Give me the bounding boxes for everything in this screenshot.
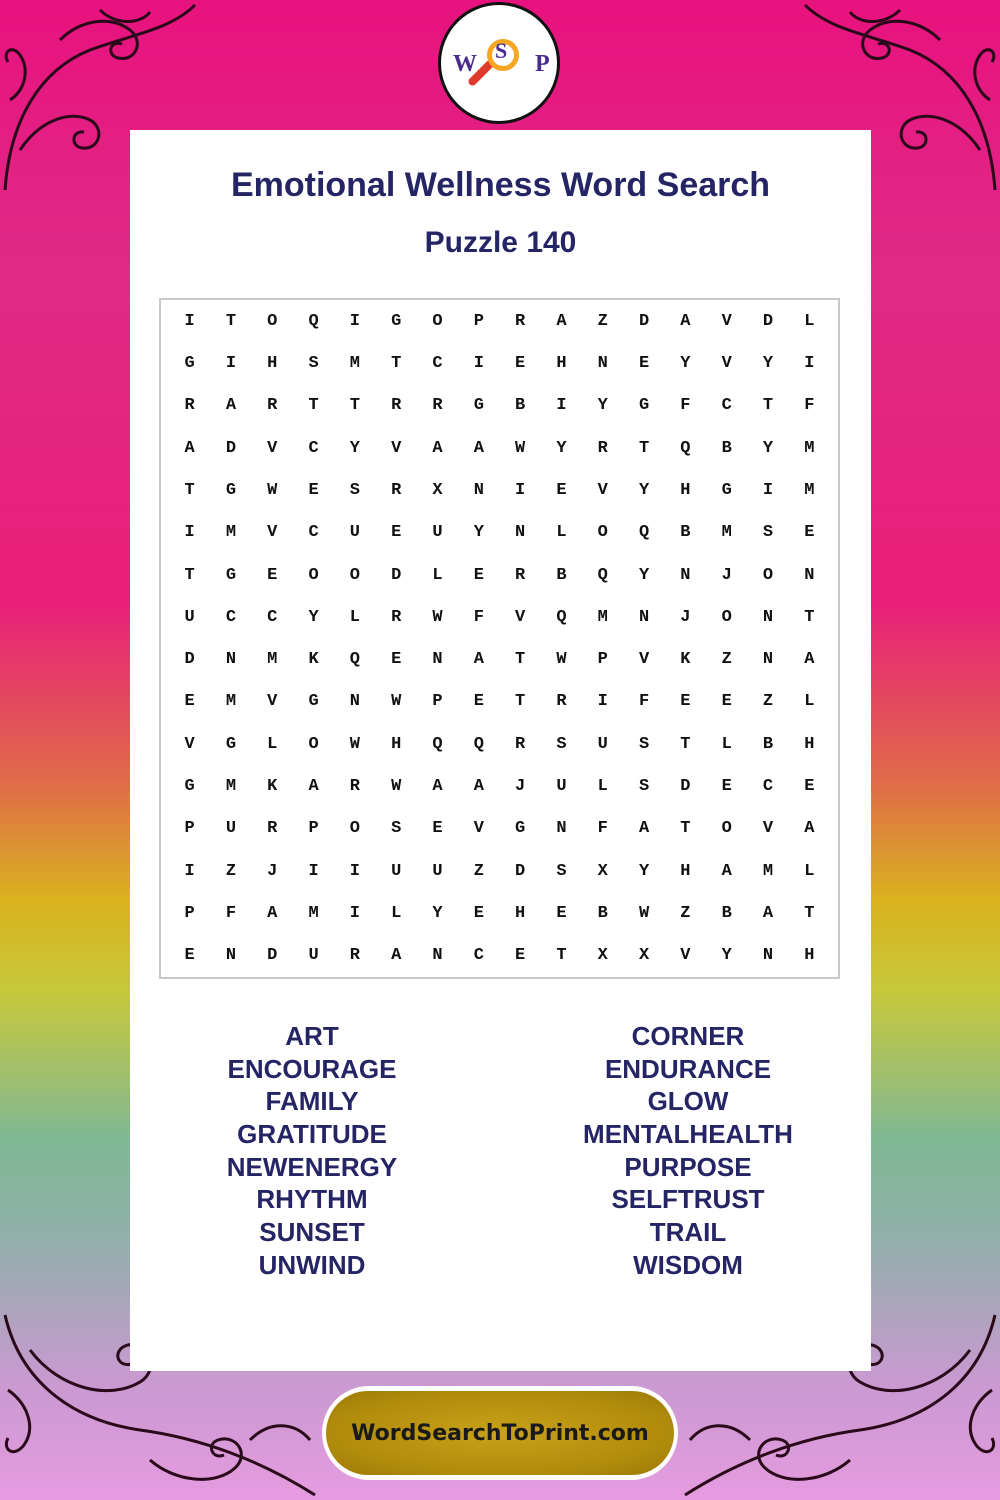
- grid-cell[interactable]: Y: [308, 607, 319, 627]
- grid-cell[interactable]: B: [597, 904, 608, 924]
- grid-cell[interactable]: E: [556, 480, 567, 500]
- wsp-logo: [438, 2, 560, 124]
- grid-cell[interactable]: N: [225, 650, 237, 670]
- word-list-item: ENDURANCE: [604, 1053, 772, 1084]
- grid-cell[interactable]: I: [515, 480, 526, 500]
- grid-cell[interactable]: Z: [680, 904, 691, 924]
- grid-cell[interactable]: T: [804, 607, 815, 627]
- grid-cell[interactable]: Y: [432, 904, 443, 924]
- word-list-item: RHYTHM: [256, 1184, 368, 1215]
- grid-cell[interactable]: V: [391, 438, 402, 458]
- grid-cell[interactable]: V: [267, 523, 278, 543]
- grid-cell[interactable]: Z: [225, 861, 237, 881]
- grid-cell[interactable]: E: [267, 565, 278, 585]
- grid-cell[interactable]: W: [638, 904, 650, 924]
- grid-cell[interactable]: Q: [432, 734, 443, 754]
- grid-cell[interactable]: O: [308, 734, 319, 754]
- grid-cell[interactable]: E: [391, 523, 402, 543]
- grid-cell[interactable]: M: [225, 777, 237, 797]
- grid-cell[interactable]: E: [638, 353, 650, 373]
- grid-cell[interactable]: P: [473, 311, 484, 331]
- word-list-item: WISDOM: [633, 1249, 743, 1280]
- grid-cell[interactable]: E: [473, 565, 484, 585]
- grid-cell[interactable]: M: [349, 353, 360, 373]
- grid-cell[interactable]: R: [556, 692, 567, 712]
- grid-cell[interactable]: E: [804, 523, 815, 543]
- grid-cell[interactable]: A: [721, 861, 732, 881]
- grid-cell[interactable]: Q: [680, 438, 691, 458]
- grid-cell[interactable]: Y: [762, 438, 774, 458]
- grid-cell[interactable]: D: [638, 311, 650, 331]
- grid-cell[interactable]: V: [267, 692, 278, 712]
- grid-cell[interactable]: R: [515, 311, 526, 331]
- grid-cell[interactable]: N: [597, 353, 608, 373]
- grid-cell[interactable]: R: [184, 396, 195, 416]
- grid-cell[interactable]: A: [184, 438, 195, 458]
- grid-cell[interactable]: W: [515, 438, 526, 458]
- grid-cell[interactable]: T: [308, 396, 319, 416]
- grid-cell[interactable]: M: [721, 523, 732, 543]
- grid-cell[interactable]: I: [473, 353, 484, 373]
- grid-cell[interactable]: O: [721, 607, 732, 627]
- grid-cell[interactable]: R: [432, 396, 443, 416]
- grid-cell[interactable]: L: [267, 734, 278, 754]
- grid-cell[interactable]: Y: [473, 523, 484, 543]
- grid-cell[interactable]: Q: [556, 607, 567, 627]
- grid-cell[interactable]: D: [515, 861, 526, 881]
- site-banner[interactable]: [322, 1386, 678, 1480]
- grid-cell[interactable]: N: [762, 607, 774, 627]
- grid-cell[interactable]: V: [184, 734, 195, 754]
- grid-cell[interactable]: U: [432, 523, 443, 543]
- grid-cell[interactable]: Z: [762, 692, 774, 712]
- grid-cell[interactable]: F: [473, 607, 484, 627]
- grid-cell[interactable]: G: [184, 353, 195, 373]
- grid-cell[interactable]: U: [432, 861, 443, 881]
- grid-cell[interactable]: R: [267, 819, 278, 839]
- grid-cell[interactable]: N: [762, 946, 774, 966]
- grid-cell[interactable]: N: [762, 650, 774, 670]
- grid-cell[interactable]: J: [267, 861, 278, 881]
- grid-cell[interactable]: E: [556, 904, 567, 924]
- grid-cell[interactable]: G: [184, 777, 195, 797]
- grid-cell[interactable]: N: [432, 650, 443, 670]
- grid-cell[interactable]: Y: [680, 353, 691, 373]
- grid-cell[interactable]: S: [391, 819, 402, 839]
- grid-cell[interactable]: F: [225, 904, 237, 924]
- grid-cell[interactable]: I: [597, 692, 608, 712]
- grid-cell[interactable]: G: [225, 565, 237, 585]
- site-banner-fill: [326, 1391, 674, 1475]
- grid-cell[interactable]: B: [721, 904, 732, 924]
- letter-grid: [159, 298, 840, 979]
- grid-cell[interactable]: N: [556, 819, 567, 839]
- grid-cell[interactable]: Z: [597, 311, 608, 331]
- grid-cell[interactable]: N: [680, 565, 691, 585]
- grid-cell[interactable]: G: [721, 480, 732, 500]
- grid-cell[interactable]: M: [804, 438, 815, 458]
- grid-cell[interactable]: F: [804, 396, 815, 416]
- grid-cell[interactable]: Y: [721, 946, 732, 966]
- grid-cell[interactable]: T: [515, 650, 526, 670]
- grid-cell[interactable]: U: [308, 946, 319, 966]
- word-list-item: NEWENERGY: [226, 1151, 398, 1182]
- page-title: Emotional Wellness Word Search: [230, 166, 771, 204]
- grid-cell[interactable]: I: [556, 396, 567, 416]
- grid-cell[interactable]: G: [225, 480, 237, 500]
- grid-cell[interactable]: R: [349, 777, 360, 797]
- grid-cell[interactable]: L: [721, 734, 732, 754]
- grid-cell[interactable]: U: [597, 734, 608, 754]
- grid-cell[interactable]: E: [184, 946, 195, 966]
- grid-cell[interactable]: I: [184, 861, 195, 881]
- grid-cell[interactable]: I: [184, 523, 195, 543]
- grid-cell[interactable]: K: [308, 650, 319, 670]
- grid-cell[interactable]: A: [267, 904, 278, 924]
- grid-cell[interactable]: T: [762, 396, 774, 416]
- grid-cell[interactable]: Q: [308, 311, 319, 331]
- grid-cell[interactable]: O: [308, 565, 319, 585]
- grid-cell[interactable]: P: [308, 819, 319, 839]
- grid-cell[interactable]: D: [391, 565, 402, 585]
- grid-cell[interactable]: I: [225, 353, 237, 373]
- grid-cell[interactable]: I: [308, 861, 319, 881]
- word-list-item: CORNER: [631, 1021, 745, 1051]
- word-list-item: ENCOURAGE: [227, 1053, 397, 1084]
- grid-cell[interactable]: N: [638, 607, 650, 627]
- grid-cell[interactable]: W: [556, 650, 567, 670]
- grid-cell[interactable]: F: [638, 692, 650, 712]
- grid-cell[interactable]: C: [267, 607, 278, 627]
- grid-cell[interactable]: U: [391, 861, 402, 881]
- word-list-item: GLOW: [647, 1086, 729, 1117]
- grid-cell[interactable]: U: [225, 819, 237, 839]
- grid-cell[interactable]: E: [308, 480, 319, 500]
- grid-cell[interactable]: E: [804, 777, 815, 797]
- grid-cell[interactable]: T: [225, 311, 237, 331]
- grid-cell[interactable]: T: [556, 946, 567, 966]
- grid-cell[interactable]: M: [225, 692, 237, 712]
- grid-cell[interactable]: C: [308, 523, 319, 543]
- grid-cell[interactable]: A: [473, 650, 484, 670]
- grid-cell[interactable]: E: [721, 777, 732, 797]
- grid-cell[interactable]: U: [556, 777, 567, 797]
- grid-cell[interactable]: O: [597, 523, 608, 543]
- puzzle-number: Puzzle 140: [424, 226, 577, 259]
- grid-cell[interactable]: G: [515, 819, 526, 839]
- grid-cell[interactable]: V: [680, 946, 691, 966]
- grid-cell[interactable]: T: [804, 904, 815, 924]
- grid-cell[interactable]: T: [515, 692, 526, 712]
- grid-cell[interactable]: S: [349, 480, 360, 500]
- grid-cell[interactable]: G: [638, 396, 650, 416]
- grid-cell[interactable]: B: [762, 734, 774, 754]
- grid-cell[interactable]: O: [721, 819, 732, 839]
- grid-cell[interactable]: C: [225, 607, 237, 627]
- grid-cell[interactable]: V: [515, 607, 526, 627]
- grid-cell[interactable]: B: [680, 523, 691, 543]
- grid-cell[interactable]: L: [804, 692, 815, 712]
- grid-cell[interactable]: P: [432, 692, 443, 712]
- grid-cell[interactable]: T: [680, 734, 691, 754]
- grid-cell[interactable]: C: [432, 353, 443, 373]
- grid-cell[interactable]: U: [349, 523, 360, 543]
- grid-cell[interactable]: W: [349, 734, 360, 754]
- grid-cell[interactable]: N: [473, 480, 484, 500]
- grid-cell[interactable]: R: [391, 607, 402, 627]
- grid-cell[interactable]: S: [762, 523, 774, 543]
- grid-cell[interactable]: A: [556, 311, 567, 331]
- grid-cell[interactable]: L: [556, 523, 567, 543]
- grid-cell[interactable]: A: [804, 819, 815, 839]
- grid-cell[interactable]: Y: [638, 861, 650, 881]
- grid-cell[interactable]: D: [680, 777, 691, 797]
- grid-cell[interactable]: B: [556, 565, 567, 585]
- grid-cell[interactable]: S: [638, 734, 650, 754]
- grid-cell[interactable]: E: [473, 692, 484, 712]
- grid-cell[interactable]: L: [391, 904, 402, 924]
- grid-cell[interactable]: M: [267, 650, 278, 670]
- grid-cell[interactable]: V: [597, 480, 608, 500]
- grid-cell[interactable]: A: [762, 904, 774, 924]
- grid-cell[interactable]: W: [267, 480, 278, 500]
- grid-cell[interactable]: C: [473, 946, 484, 966]
- grid-cell[interactable]: H: [804, 734, 815, 754]
- grid-cell[interactable]: X: [597, 946, 608, 966]
- word-list-item: MENTALHEALTH: [583, 1119, 793, 1150]
- grid-cell[interactable]: A: [225, 396, 237, 416]
- word-list-item: SUNSET: [259, 1217, 365, 1248]
- grid-cell[interactable]: V: [762, 819, 774, 839]
- grid-cell[interactable]: N: [432, 946, 443, 966]
- grid-cell[interactable]: R: [391, 396, 402, 416]
- grid-cell[interactable]: N: [515, 523, 526, 543]
- grid-cell[interactable]: G: [391, 311, 402, 331]
- grid-cell[interactable]: G: [473, 396, 484, 416]
- grid-cell[interactable]: C: [721, 396, 732, 416]
- grid-cell[interactable]: A: [432, 777, 443, 797]
- puzzle-card: [130, 130, 871, 1371]
- grid-cell[interactable]: W: [391, 777, 402, 797]
- grid-cell[interactable]: A: [391, 946, 402, 966]
- grid-cell[interactable]: X: [597, 861, 608, 881]
- grid-cell[interactable]: A: [473, 438, 484, 458]
- grid-cell[interactable]: T: [184, 480, 195, 500]
- grid-cell[interactable]: N: [349, 692, 360, 712]
- grid-cell[interactable]: K: [267, 777, 278, 797]
- word-list-left: [127, 1020, 497, 1282]
- grid-cell[interactable]: X: [638, 946, 650, 966]
- grid-cell[interactable]: T: [680, 819, 691, 839]
- grid-cell[interactable]: O: [432, 311, 443, 331]
- grid-cell[interactable]: E: [391, 650, 402, 670]
- grid-cell[interactable]: T: [184, 565, 195, 585]
- grid-cell[interactable]: Q: [597, 565, 608, 585]
- grid-cell[interactable]: E: [432, 819, 443, 839]
- grid-cell[interactable]: J: [721, 565, 732, 585]
- grid-cell[interactable]: F: [597, 819, 608, 839]
- grid-cell[interactable]: G: [308, 692, 319, 712]
- word-list-item: SELFTRUST: [611, 1184, 765, 1215]
- word-list-item: ART: [285, 1021, 339, 1051]
- grid-cell[interactable]: F: [680, 396, 691, 416]
- grid-cell[interactable]: P: [184, 819, 195, 839]
- grid-cell[interactable]: H: [804, 946, 815, 966]
- grid-cell[interactable]: Z: [721, 650, 732, 670]
- grid-cell[interactable]: R: [267, 396, 278, 416]
- grid-cell[interactable]: L: [804, 861, 815, 881]
- grid-cell[interactable]: O: [349, 819, 360, 839]
- grid-cell[interactable]: S: [556, 861, 567, 881]
- grid-cell[interactable]: E: [184, 692, 195, 712]
- grid-cell[interactable]: I: [804, 353, 815, 373]
- word-list-item: UNWIND: [258, 1249, 366, 1280]
- grid-cell[interactable]: E: [721, 692, 732, 712]
- grid-cell[interactable]: D: [225, 438, 237, 458]
- grid-cell[interactable]: A: [680, 311, 691, 331]
- grid-cell[interactable]: O: [267, 311, 278, 331]
- grid-cell[interactable]: H: [556, 353, 567, 373]
- logo-letter-s: S: [495, 38, 508, 63]
- grid-cell[interactable]: V: [721, 353, 732, 373]
- grid-cell[interactable]: N: [804, 565, 815, 585]
- grid-cell[interactable]: Q: [638, 523, 650, 543]
- word-list-item: GRATITUDE: [237, 1119, 387, 1150]
- grid-cell[interactable]: V: [721, 311, 732, 331]
- grid-cell[interactable]: R: [515, 734, 526, 754]
- word-list-item: FAMILY: [265, 1086, 359, 1117]
- grid-cell[interactable]: E: [515, 353, 526, 373]
- grid-cell[interactable]: R: [391, 480, 402, 500]
- grid-cell[interactable]: V: [473, 819, 484, 839]
- grid-cell[interactable]: Y: [556, 438, 567, 458]
- grid-cell[interactable]: H: [680, 861, 691, 881]
- grid-cell[interactable]: K: [680, 650, 691, 670]
- grid-cell[interactable]: M: [762, 861, 774, 881]
- grid-cell[interactable]: I: [184, 311, 195, 331]
- grid-cell[interactable]: I: [349, 311, 360, 331]
- grid-cell[interactable]: M: [597, 607, 608, 627]
- grid-cell[interactable]: L: [597, 777, 608, 797]
- grid-cell[interactable]: L: [804, 311, 815, 331]
- grid-cell[interactable]: B: [721, 438, 732, 458]
- grid-cell[interactable]: U: [184, 607, 195, 627]
- grid-cell[interactable]: I: [762, 480, 774, 500]
- grid-cell[interactable]: B: [515, 396, 526, 416]
- grid-cell[interactable]: W: [391, 692, 402, 712]
- grid-cell[interactable]: J: [680, 607, 691, 627]
- grid-cell[interactable]: M: [804, 480, 815, 500]
- grid-cell[interactable]: A: [308, 777, 319, 797]
- grid-cell[interactable]: L: [432, 565, 443, 585]
- grid-cell[interactable]: Z: [473, 861, 484, 881]
- grid-cell[interactable]: A: [804, 650, 815, 670]
- grid-cell[interactable]: V: [267, 438, 278, 458]
- grid-cell[interactable]: L: [349, 607, 360, 627]
- grid-cell[interactable]: I: [349, 904, 360, 924]
- word-list-right: [503, 1020, 873, 1282]
- site-url[interactable]: WordSearchToPrint.com: [351, 1420, 649, 1446]
- grid-cell[interactable]: J: [515, 777, 526, 797]
- grid-cell[interactable]: G: [225, 734, 237, 754]
- grid-cell[interactable]: O: [762, 565, 774, 585]
- grid-cell[interactable]: Y: [349, 438, 360, 458]
- grid-cell[interactable]: D: [267, 946, 278, 966]
- grid-cell[interactable]: H: [515, 904, 526, 924]
- grid-cell[interactable]: N: [225, 946, 237, 966]
- grid-cell[interactable]: S: [638, 777, 650, 797]
- grid-cell[interactable]: H: [391, 734, 402, 754]
- grid-cell[interactable]: H: [680, 480, 691, 500]
- grid-cell[interactable]: R: [597, 438, 608, 458]
- grid-cell[interactable]: E: [515, 946, 526, 966]
- grid-cell[interactable]: H: [267, 353, 278, 373]
- logo-letter-w: W: [453, 51, 477, 77]
- grid-cell[interactable]: Y: [597, 396, 608, 416]
- grid-cell[interactable]: Y: [638, 565, 650, 585]
- grid-cell[interactable]: R: [515, 565, 526, 585]
- logo-letter-p: P: [535, 51, 550, 77]
- grid-cell[interactable]: O: [349, 565, 360, 585]
- word-list-item: TRAIL: [649, 1217, 727, 1248]
- grid-cell[interactable]: P: [597, 650, 608, 670]
- grid-cell[interactable]: W: [432, 607, 443, 627]
- grid-cell[interactable]: C: [762, 777, 774, 797]
- grid-cell[interactable]: T: [349, 396, 360, 416]
- grid-cell[interactable]: P: [184, 904, 195, 924]
- grid-cell[interactable]: Q: [473, 734, 484, 754]
- grid-cell[interactable]: M: [225, 523, 237, 543]
- grid-cell[interactable]: D: [184, 650, 195, 670]
- grid-cell[interactable]: D: [762, 311, 774, 331]
- grid-cell[interactable]: X: [432, 480, 443, 500]
- grid-cell[interactable]: S: [308, 353, 319, 373]
- grid-cell[interactable]: V: [638, 650, 650, 670]
- grid-cell[interactable]: E: [680, 692, 691, 712]
- grid-cell[interactable]: S: [556, 734, 567, 754]
- grid-cell[interactable]: T: [638, 438, 650, 458]
- grid-cell[interactable]: A: [473, 777, 484, 797]
- word-list-item: PURPOSE: [624, 1151, 752, 1182]
- grid-cell[interactable]: A: [432, 438, 443, 458]
- grid-cell[interactable]: M: [308, 904, 319, 924]
- grid-cell[interactable]: E: [473, 904, 484, 924]
- grid-cell[interactable]: T: [391, 353, 402, 373]
- grid-cell[interactable]: Q: [349, 650, 360, 670]
- grid-cell[interactable]: A: [638, 819, 650, 839]
- grid-cell[interactable]: Y: [638, 480, 650, 500]
- grid-cell[interactable]: Y: [762, 353, 774, 373]
- grid-cell[interactable]: I: [349, 861, 360, 881]
- grid-cell[interactable]: R: [349, 946, 360, 966]
- grid-cell[interactable]: C: [308, 438, 319, 458]
